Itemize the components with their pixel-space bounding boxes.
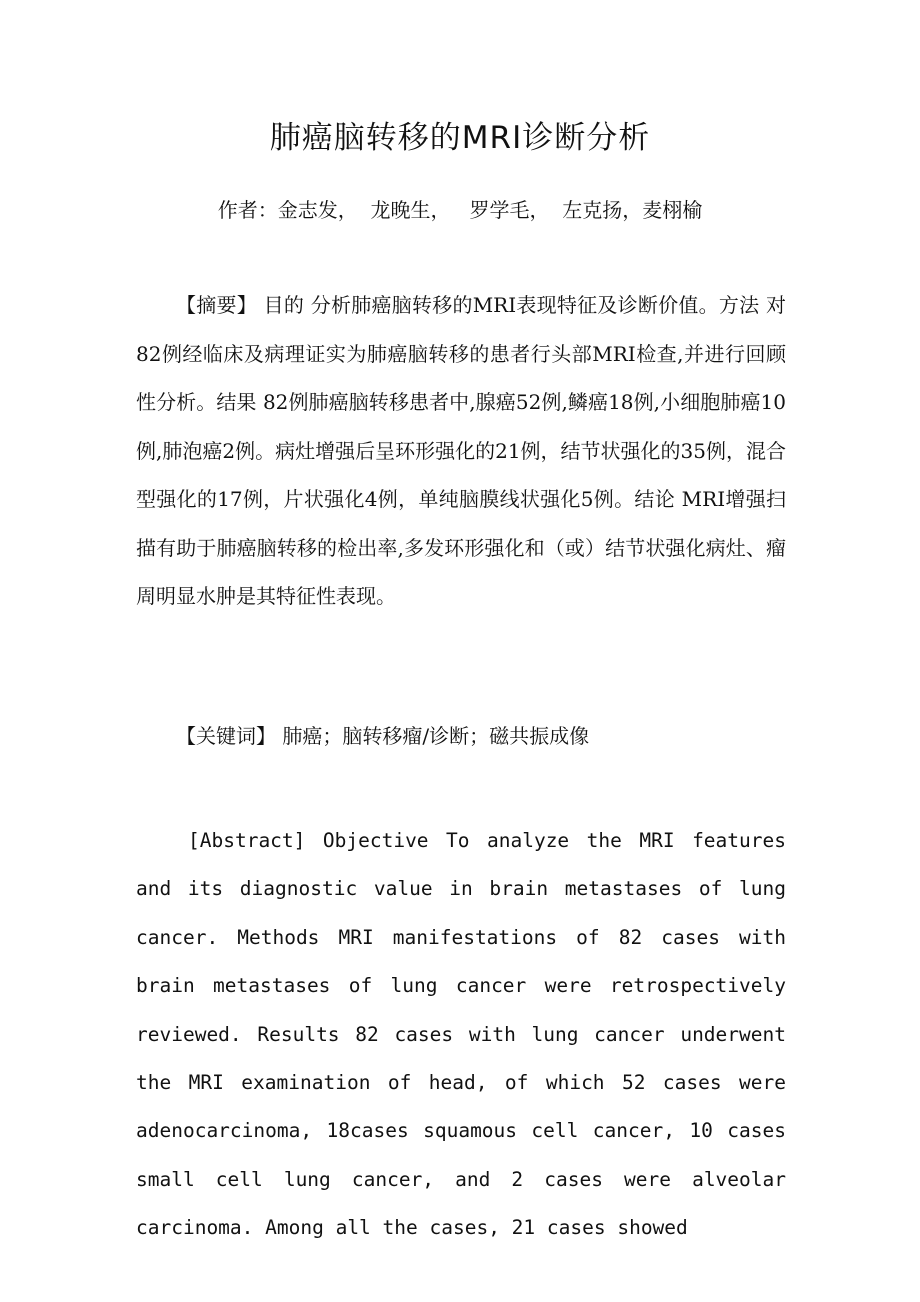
author-list: 作者：金志发， 龙晚生， 罗学毛， 左克扬，麦栩榆 — [217, 198, 703, 222]
keywords-label: 【关键词】 — [176, 724, 276, 748]
keywords-text: 肺癌；脑转移瘤/诊断；磁共振成像 — [276, 724, 590, 748]
abstract-label: 【摘要】 — [176, 293, 257, 317]
keywords-line — [176, 712, 589, 760]
paper-title: 肺癌脑转移的MRI诊断分析 — [269, 120, 651, 156]
abstract-text: 目的 分析肺癌脑转移的MRI表现特征及诊断价值。方法 对82例经临床及病理证实为肺癌脑转移的患者行头部MRI检查,并进行回顾性分析。结果 82例肺癌脑转移患者中,腺癌52例,鳞癌18例,小细胞肺癌10例,肺泡癌2例。病灶增强后呈环形强化的21例，结节状强化的35例，混合型强化的17例，片状强化4例，单纯脑膜线状强化5例。结论 MRI增强扫描有助于肺癌脑转移的检出率,多发环形强化和（或）结节状强化病灶、瘤周明显水肿是其特征性表现。 — [136, 293, 786, 608]
chinese-abstract — [136, 281, 786, 621]
english-abstract: [Abstract] Objective To analyze the MRI features and its diagnostic value in brain metastases of lung cancer. Methods MRI manifestations of 82 cases with brain metastases of lung cancer were retrospectively reviewed. Results 82 cases with lung cancer underwent the MRI examination of head, of which 52 cases were adenocarcinoma, 18cases squamous cell cancer, 10 cases small cell lung cancer, and 2 cases were alveolar carcinoma. Among all the cases, 21 cases showed — [136, 829, 786, 1240]
